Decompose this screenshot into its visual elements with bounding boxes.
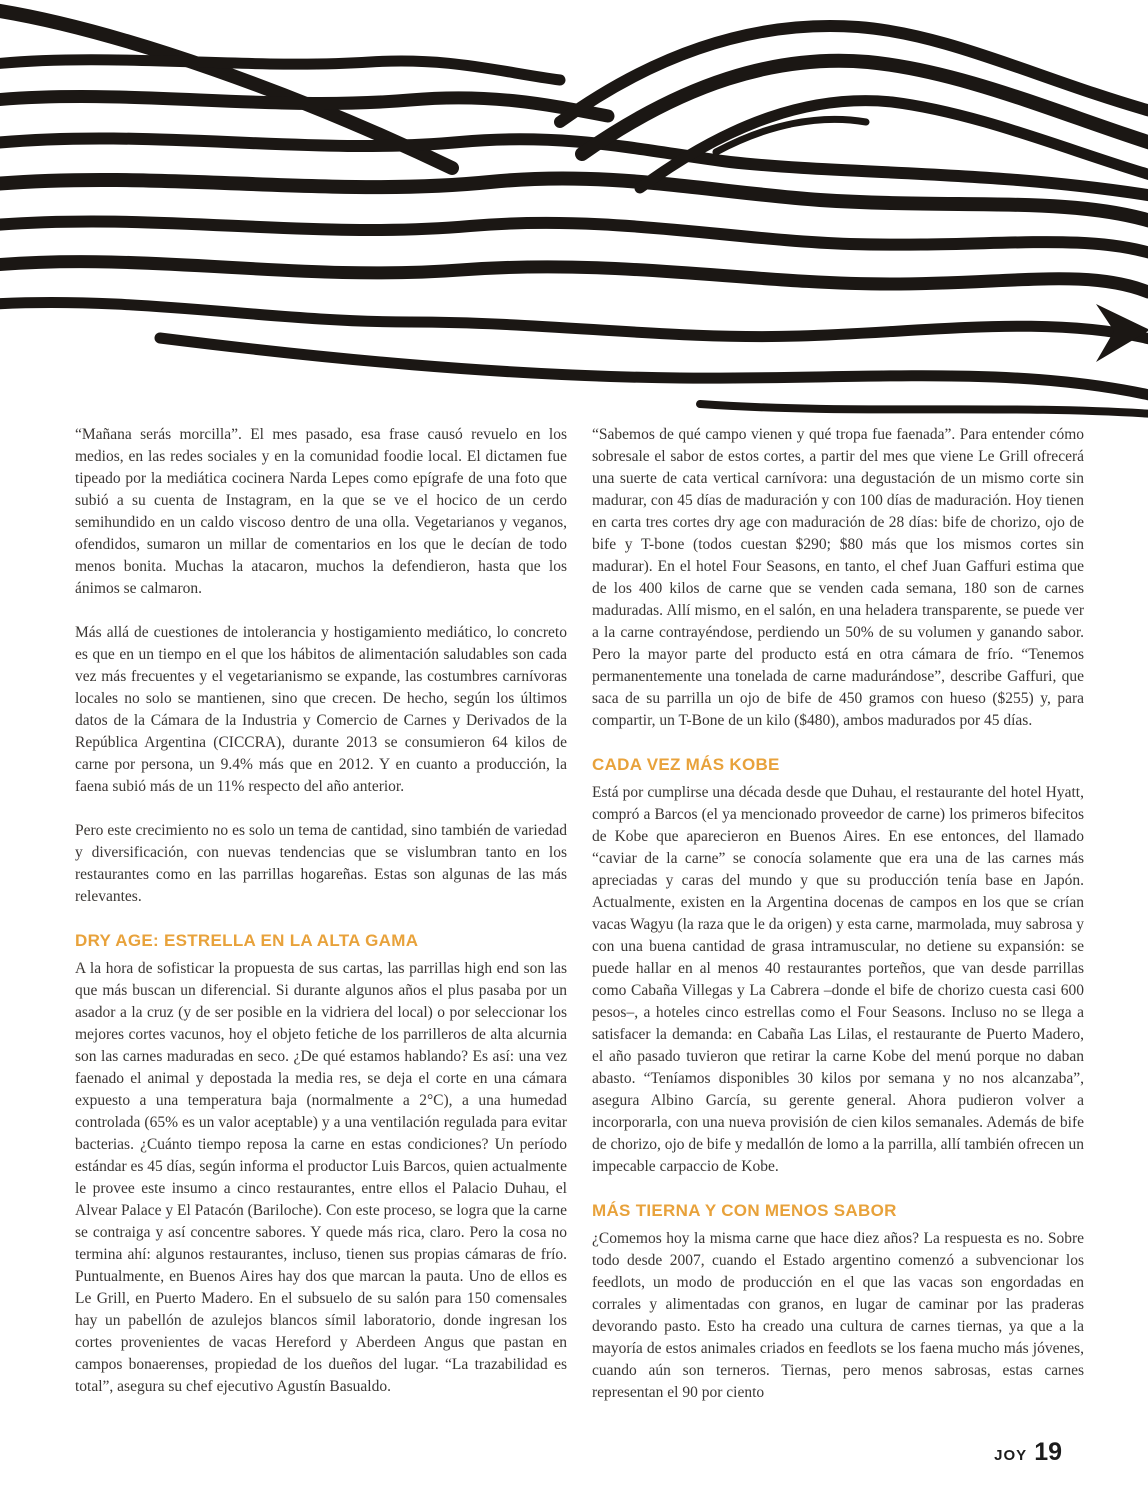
- body-paragraph: Pero este crecimiento no es solo un tema de cantidad, sino también de variedad y diversificación, con nuevas tendencias que se vislumbran tanto en los restaurantes como en las parrillas hogareñas. Estas son algunas de las más relevantes.: [75, 822, 567, 905]
- body-paragraph: “Mañana serás morcilla”. El mes pasado, esa frase causó revuelo en los medios, en las redes sociales y en la comunidad foodie local. El dictamen fue tipeado por la mediática cocinera Narda Lepes como epígrafe de una foto que subió a su cuenta de Instagram, en la que se ve el hocico de un cerdo semihundido en un caldo viscoso dentro de una olla. Vegetarianos y veganos, ofendidos, sumaron un millar de comentarios en los que le decían de todo menos bonita. Muchas la atacaron, muchos la defendieron, hasta que los ánimos se calmaron.: [75, 426, 567, 597]
- article-left-column: [75, 424, 567, 1426]
- page-footer: [994, 1438, 1062, 1467]
- section-heading-dry-age: DRY AGE: ESTRELLA EN LA ALTA GAMA: [75, 931, 419, 950]
- body-paragraph: Más allá de cuestiones de intolerancia y hostigamiento mediático, lo concreto es que en un tiempo en el que los hábitos de alimentación saludables son cada vez más frecuentes y el vegetarianismo se expande, las costumbres carnívoras locales no solo se mantienen, sino que crecen. De hecho, según los últimos datos de la Cámara de la Industria y Comercio de Carnes y Derivados de la República Argentina (CICCRA), durante 2013 se consumieron 64 kilos de carne por persona, un 9.4% más que en 2012. Y en cuanto a producción, la faena subió más de un 11% respecto del año anterior.: [75, 624, 567, 795]
- body-paragraph: ¿Comemos hoy la misma carne que hace diez años? La respuesta es no. Sobre todo desde 2007, cuando el Estado argentino comenzó a subvencionar los feedlots, un modo de producción en el que las vacas son engordadas en corrales y alimentadas con granos, en lugar de caminar por las praderas devorando pasto. Esto ha creado una cultura de carnes tiernas, ya que a la mayoría de estos animales criados en feedlots se los faena mucho más jóvenes, cuando aún son terneros. Tiernas, pero menos sabrosas, estas carnes representan el 90 por ciento: [592, 1230, 1084, 1401]
- magazine-name: JOY: [994, 1447, 1028, 1464]
- zebra-stripes-illustration: [0, 0, 1148, 418]
- zebra-stripes-artwork: [0, 0, 1148, 418]
- article-body: [75, 424, 1084, 1426]
- body-paragraph: A la hora de sofisticar la propuesta de sus cartas, las parrillas high end son las que más buscan un diferencial. Si durante algunos años el plus pasaba por un asador a la cruz (y de ser posible en la vidriera del local) o por seleccionar los mejores cortes vacunos, hoy el objeto fetiche de los parrilleros de alta alcurnia son las carnes maduradas en seco. ¿De qué estamos hablando? Es así: una vez faenado el animal y depostada la media res, se deja el corte en una cámara expuesto a una temperatura baja (normalmente a 2°C), a una humedad controlada (65% es un valor aceptable) y a una ventilación regulada para evitar bacterias. ¿Cuánto tiempo reposa la carne en estas condiciones? Un período estándar es 45 días, según informa el productor Luis Barcos, quien actualmente le provee este insumo a cinco restaurantes, entre ellos el Palacio Duhau, el Alvear Palace y El Patacón (Bariloche). Con este proceso, se logra que la carne se contraiga y así concentre sabores. Y quede más rica, claro. Pero la cosa no termina ahí: algunos restaurantes, incluso, tienen sus propias cámaras de frío. Puntualmente, en Buenos Aires hay dos que marcan la pauta. Uno de ellos es Le Grill, en Puerto Madero. En el subsuelo de su salón para 150 comensales hay un pabellón de azulejos blancos símil laboratorio, donde ingresan los cortes provenientes de vacas Hereford y Aberdeen Angus que pastan en campos bonaerenses, propiedad de los dueños del lugar. “La trazabilidad es total”, asegura su chef ejecutivo Agustín Basualdo.: [75, 960, 567, 1395]
- page-number: 19: [1034, 1438, 1062, 1466]
- section-heading-tierna: MÁS TIERNA Y CON MENOS SABOR: [592, 1201, 897, 1220]
- body-paragraph: “Sabemos de qué campo vienen y qué tropa fue faenada”. Para entender cómo sobresale el sabor de estos cortes, a partir del mes que viene Le Grill ofrecerá una suerte de cata vertical carnívora: una degustación de un mismo corte sin madurar, con 45 días de maduración y con 100 días de maduración. Hoy tienen en carta tres cortes dry age con maduración de 28 días: bife de chorizo, ojo de bife y T-bone (todos cuestan $290; $80 más que los mismos cortes sin madurar). En el hotel Four Seasons, en tanto, el chef Juan Gaffuri estima que de los 400 kilos de carne que se venden cada semana, 180 son de carnes maduradas. Allí mismo, en el salón, en una heladera transparente, se puede ver a la carne contrayéndose, perdiendo un 50% de su volumen y ganando sabor. Pero la mayor parte del producto está en otra cámara de frío. “Tenemos permanentemente una tonelada de carne madurándose”, describe Gaffuri, que saca de su parrilla un ojo de bife de 450 gramos con hueso ($255) y, para compartir, un T-Bone de un kilo ($480), ambos madurados por 45 días.: [592, 426, 1084, 729]
- article-right-column: [592, 424, 1084, 1426]
- body-paragraph: Está por cumplirse una década desde que Duhau, el restaurante del hotel Hyatt, compró a Barcos (el ya mencionado proveedor de carne) los primeros bifecitos de Kobe que aparecieron en Buenos Aires. En ese entonces, del llamado “caviar de la carne” se conocía solamente que era una de las carnes más apreciadas y caras del mundo y que su producción tenía base en Japón. Actualmente, existen en la Argentina docenas de campos en los que se crían vacas Wagyu (la raza que le da origen) y esta carne, marmolada, muy sabrosa y con una buena cantidad de grasa intramuscular, no detiene su expansión: se puede hallar en al menos 40 restaurantes porteños, que van desde parrillas como Cabaña Villegas y La Cabrera –donde el bife de chorizo cuesta casi 600 pesos–, a hoteles cinco estrellas como el Four Seasons. Incluso no se llega a satisfacer la demanda: en Cabaña Las Lilas, el restaurante de Puerto Madero, el año pasado tuvieron que retirar la carne Kobe del menú porque no daban abasto. “Teníamos disponibles 30 kilos por semana y no nos alcanzaba”, asegura Albino García, su gerente general. Ahora pudieron volver a incorporarla, con una nueva provisión de cien kilos semanales. Además de bife de chorizo, ojo de bife y medallón de lomo a la parrilla, allí también ofrecen un impecable carpaccio de Kobe.: [592, 784, 1084, 1175]
- section-heading-kobe: CADA VEZ MÁS KOBE: [592, 755, 780, 774]
